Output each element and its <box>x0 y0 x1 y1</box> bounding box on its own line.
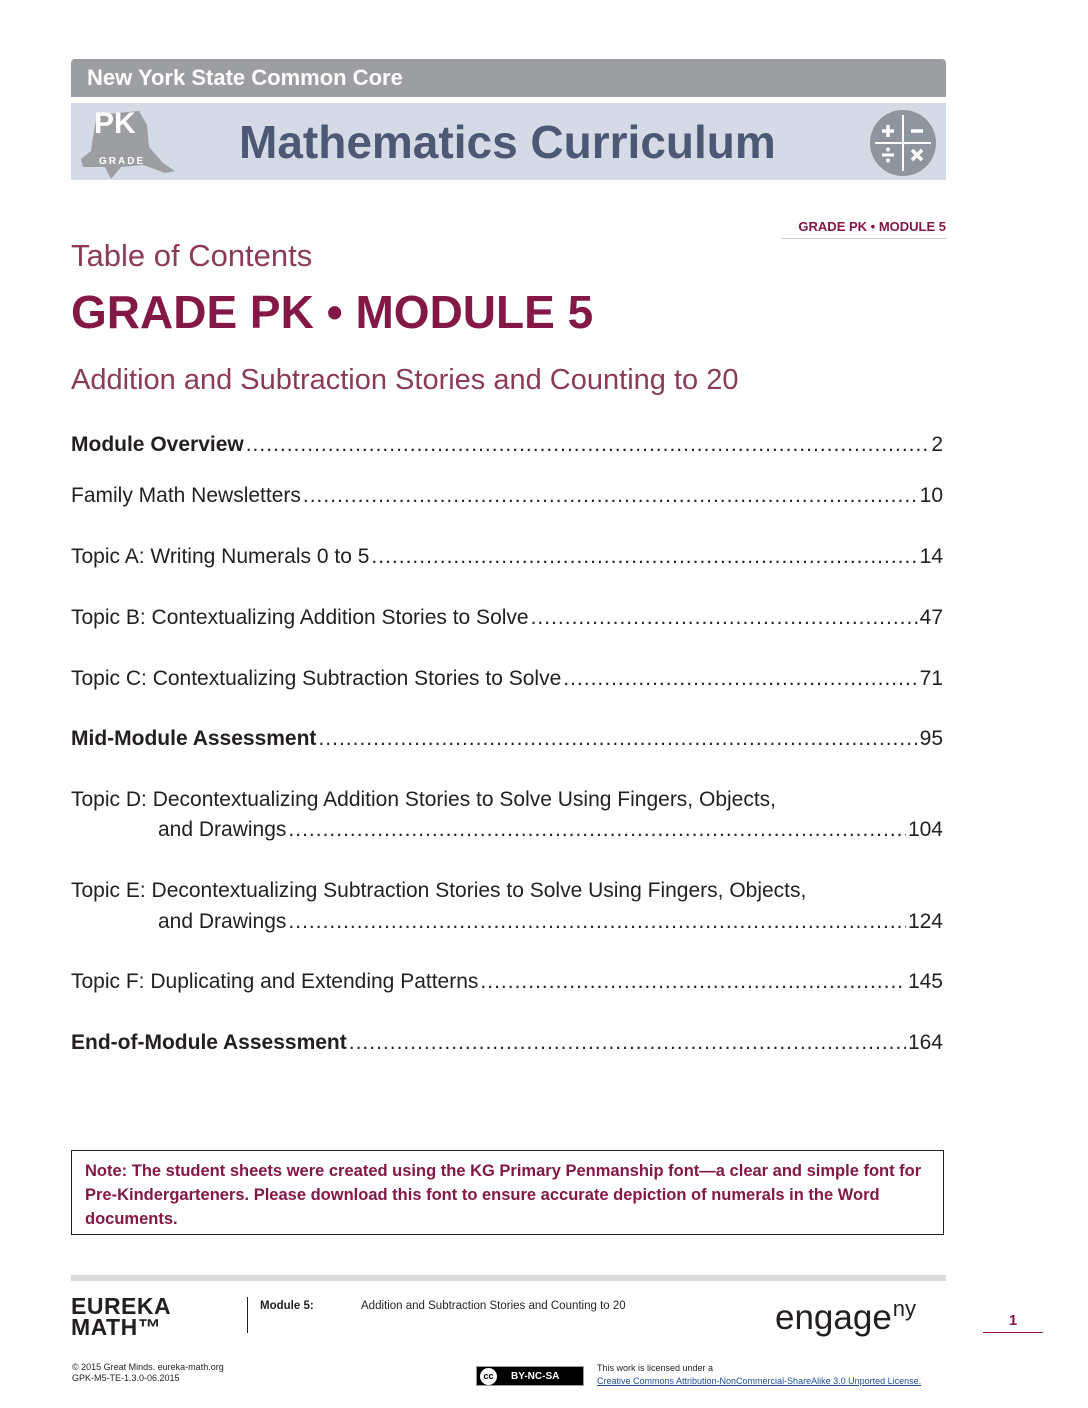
page-number-rule <box>983 1332 1043 1333</box>
toc-entry-page: 124 <box>907 910 943 933</box>
toc-entry-label: Module Overview <box>71 433 244 456</box>
toc-entry-family-math-newsletters[interactable] <box>71 484 943 508</box>
math-operations-icon <box>869 109 937 177</box>
engageny-logo <box>775 1296 916 1338</box>
toc-entry-page: 164 <box>907 1031 943 1054</box>
footer-rule <box>71 1275 946 1281</box>
module-tag-rule <box>782 238 946 239</box>
module-subtitle: Addition and Subtraction Stories and Counting to 20 <box>71 364 739 396</box>
toc-leader-dots <box>303 484 918 508</box>
module-tag: GRADE PK • MODULE 5 <box>798 219 946 234</box>
copyright-line1: © 2015 Great Minds. eureka-math.org <box>72 1362 224 1372</box>
toc-leader-dots <box>563 667 917 691</box>
eureka-logo-line2: MATH™ <box>71 1314 162 1340</box>
toc-leader-dots <box>349 1031 906 1055</box>
toc-leader-dots <box>318 727 917 751</box>
toc-entry-label-cont: and Drawings <box>158 818 287 841</box>
toc-entry-page: 104 <box>907 818 943 841</box>
footer-module-label: Module 5: <box>260 1300 314 1312</box>
toc-leader-dots <box>480 970 906 994</box>
creative-commons-badge[interactable] <box>476 1366 584 1386</box>
toc-entry-topic-c[interactable] <box>71 667 943 691</box>
note-text: Note: The student sheets were created using the KG Primary Penmanship font—a clear and simple font for Pre-Kindergarteners. Please download this font to ensure accurate depiction of numerals in the Word documents. <box>85 1162 922 1228</box>
toc-entry-topic-a[interactable] <box>71 545 943 569</box>
license-text: This work is licensed under a <box>597 1363 714 1373</box>
toc-entry-mid-module-assessment[interactable] <box>71 727 943 751</box>
toc-entry-page: 145 <box>907 970 943 993</box>
toc-leader-dots <box>288 910 906 934</box>
toc-entry-label-cont: and Drawings <box>158 910 287 933</box>
toc-entry-topic-e-label[interactable]: Topic E: Decontextualizing Subtraction Stories to Solve Using Fingers, Objects, <box>71 879 807 902</box>
toc-entry-end-of-module-assessment[interactable] <box>71 1031 943 1055</box>
toc-entry-label: Topic A: Writing Numerals 0 to 5 <box>71 545 370 568</box>
toc-entry-page: 71 <box>919 667 943 690</box>
toc-entry-label: Family Math Newsletters <box>71 484 301 507</box>
toc-entry-page: 2 <box>931 433 943 456</box>
page-number: 1 <box>1008 1312 1018 1329</box>
toc-entry-page: 47 <box>919 606 943 629</box>
toc-leader-dots <box>531 606 918 630</box>
copyright <box>72 1362 224 1384</box>
toc-entry-module-overview[interactable] <box>71 433 943 457</box>
engage-word: engage <box>775 1298 892 1337</box>
toc-leader-dots <box>246 433 930 457</box>
grade-word: GRADE <box>99 156 146 167</box>
engage-ny: ny <box>892 1296 917 1321</box>
license-link[interactable]: Creative Commons Attribution-NonCommercial-ShareAlike 3.0 Unported License. <box>597 1376 922 1386</box>
toc-entry-topic-b[interactable] <box>71 606 943 630</box>
eureka-logo-line1: EUREKA <box>71 1293 172 1319</box>
toc-leader-dots <box>371 545 917 569</box>
grade-module-title: GRADE PK • MODULE 5 <box>71 286 594 338</box>
footer-divider <box>247 1297 248 1333</box>
toc-leader-dots <box>288 818 906 842</box>
toc-entry-page: 95 <box>919 727 943 750</box>
banner-label: New York State Common Core <box>87 65 403 90</box>
toc-entry-topic-e[interactable] <box>158 910 943 934</box>
toc-entry-page: 14 <box>919 545 943 568</box>
toc-entry-topic-d-label[interactable]: Topic D: Decontextualizing Addition Stories to Solve Using Fingers, Objects, <box>71 788 777 811</box>
toc-entry-label: End-of-Module Assessment <box>71 1031 347 1054</box>
header-banner-top <box>71 59 946 97</box>
toc-heading: Table of Contents <box>71 238 313 273</box>
copyright-line2: GPK-M5-TE-1.3.0-06.2015 <box>72 1373 180 1383</box>
footer-module-title: Addition and Subtraction Stories and Counting to 20 <box>361 1300 626 1312</box>
toc-entry-label: Topic F: Duplicating and Extending Patterns <box>71 970 479 993</box>
cc-badge-label: BY-NC-SA <box>511 1370 560 1382</box>
grade-badge: PK <box>94 107 136 140</box>
toc-entry-label: Topic B: Contextualizing Addition Stories to Solve <box>71 606 529 629</box>
note-box <box>71 1150 944 1235</box>
toc-entry-page: 10 <box>919 484 943 507</box>
toc-entry-topic-f[interactable] <box>71 970 943 994</box>
header-banner-main <box>71 103 946 180</box>
toc-entry-topic-d[interactable] <box>158 818 943 842</box>
toc-entry-label: Mid-Module Assessment <box>71 727 317 750</box>
cc-icon: cc <box>480 1368 497 1385</box>
curriculum-title: Mathematics Curriculum <box>239 116 776 168</box>
toc-entry-label: Topic C: Contextualizing Subtraction Stories to Solve <box>71 667 562 690</box>
eureka-math-logo <box>71 1293 172 1340</box>
